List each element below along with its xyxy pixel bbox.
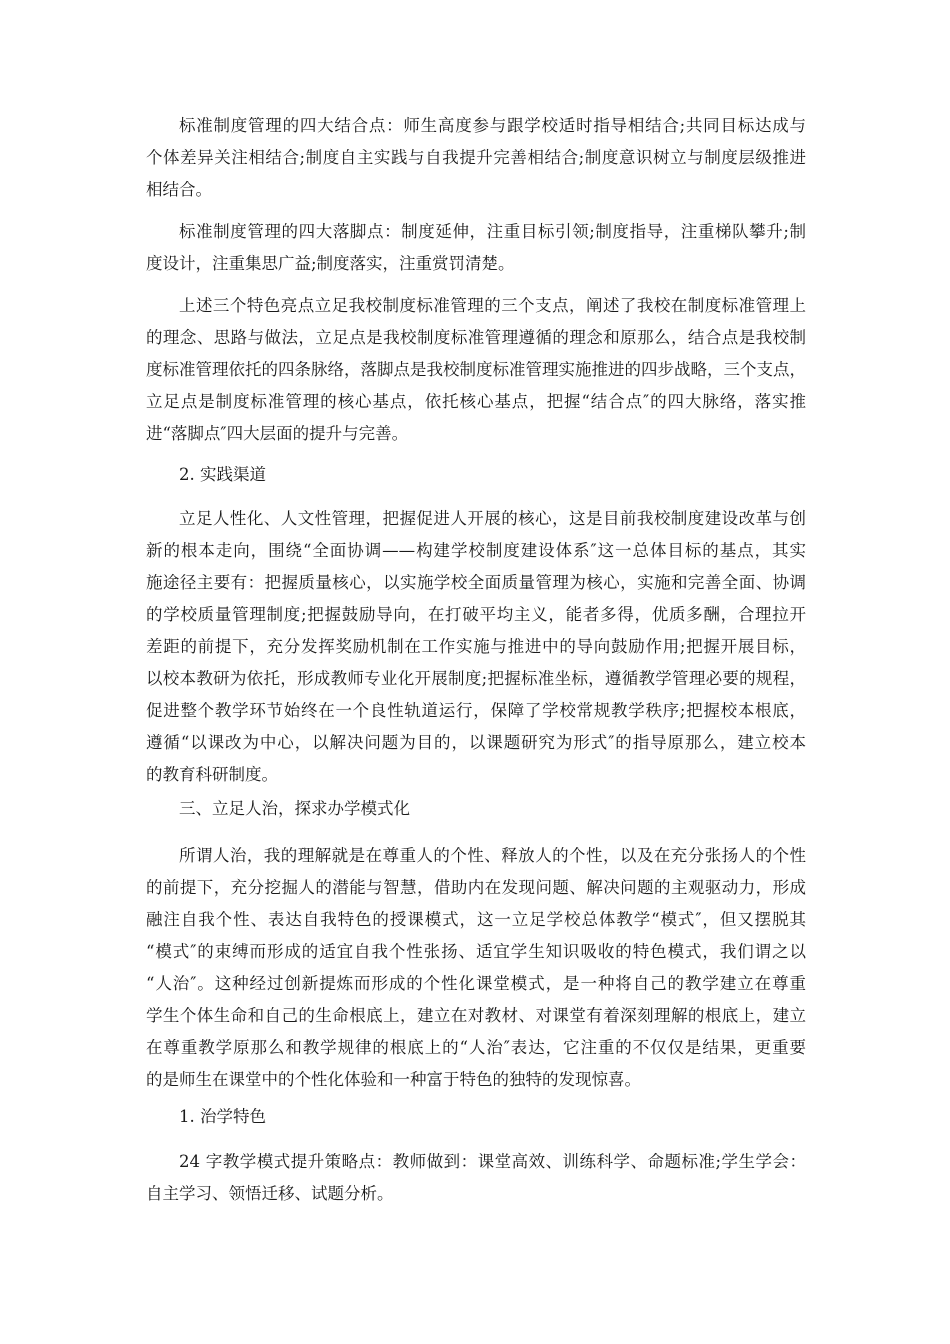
text-line: 个体差异关注相结合;制度自主实践与自我提升完善相结合;制度意识树立与制度层级推进 xyxy=(146,148,806,167)
section-heading-practice-channels: 2. 实践渠道 xyxy=(179,465,266,484)
text-line: 差距的前提下，充分发挥奖励机制在工作实施与推进中的导向鼓励作用;把握开展目标， xyxy=(146,637,806,656)
text-line: 促进整个教学环节始终在一个良性轨道运行，保障了学校常规教学秩序;把握校本根底， xyxy=(146,701,806,720)
text-line: 的教育科研制度。 xyxy=(146,765,278,784)
text-line: 融注自我个性、表达自我特色的授课模式，这一立足学校总体教学“模式″，但又摆脱其 xyxy=(146,910,806,929)
text-line: 在尊重教学原那么和教学规律的根底上的“人治″表达，它注重的不仅仅是结果，更重要 xyxy=(146,1038,806,1057)
text-line: 立足点是制度标准管理的核心基点，依托核心基点，把握“结合点″的四大脉络，落实推 xyxy=(146,392,806,411)
paragraph-foothold-points xyxy=(146,216,806,280)
text-line: 度设计，注重集思广益;制度落实，注重赏罚清楚。 xyxy=(146,254,515,273)
text-line: “人治″。这种经过创新提炼而形成的个性化课堂模式，是一种将自己的教学建立在尊重 xyxy=(146,974,806,993)
text-line: 新的根本走向，围绕“全面协调——构建学校制度建设体系″这一总体目标的基点，其实 xyxy=(146,541,806,560)
text-line: “模式″的束缚而形成的适宜自我个性张扬、适宜学生知识吸收的特色模式，我们谓之以 xyxy=(146,942,806,961)
text-line: 学生个体生命和自己的生命根底上，建立在对教材、对课堂有着深刻理解的根底上，建立 xyxy=(146,1006,806,1025)
text-line: 所谓人治，我的理解就是在尊重人的个性、释放人的个性，以及在充分张扬人的个性 xyxy=(179,846,806,865)
text-line: 标准制度管理的四大结合点：师生高度参与跟学校适时指导相结合;共同目标达成与 xyxy=(179,116,806,135)
text-line: 的学校质量管理制度;把握鼓励导向，在打破平均主义，能者多得，优质多酬，合理拉开 xyxy=(146,605,806,624)
paragraph-practice-channels xyxy=(146,503,806,791)
text-line: 以校本教研为依托，形成教师专业化开展制度;把握标准坐标，遵循教学管理必要的规程， xyxy=(146,669,806,688)
text-line: 的是师生在课堂中的个性化体验和一种富于特色的独特的发现惊喜。 xyxy=(146,1070,641,1089)
text-line: 施途径主要有：把握质量核心，以实施学校全面质量管理为核心，实施和完善全面、协调 xyxy=(146,573,806,592)
section-heading-teaching-features: 1. 治学特色 xyxy=(179,1107,266,1126)
text-line: 相结合。 xyxy=(146,180,212,199)
text-line: 立足人性化、人文性管理，把握促进人开展的核心，这是目前我校制度建设改革与创 xyxy=(179,509,806,528)
text-line: 遵循“以课改为中心，以解决问题为目的，以课题研究为形式″的指导原那么，建立校本 xyxy=(146,733,806,752)
text-line: 24 字教学模式提升策略点：教师做到：课堂高效、训练科学、命题标准;学生学会： xyxy=(179,1152,806,1171)
text-line: 标准制度管理的四大落脚点：制度延伸，注重目标引领;制度指导，注重梯队攀升;制 xyxy=(179,222,806,241)
text-line: 的理念、思路与做法，立足点是我校制度标准管理遵循的理念和原那么，结合点是我校制 xyxy=(146,328,806,347)
section-heading-rule-by-people: 三、立足人治，探求办学模式化 xyxy=(179,799,410,818)
text-line: 的前提下，充分挖掘人的潜能与智慧，借助内在发现问题、解决问题的主观驱动力，形成 xyxy=(146,878,806,897)
text-line: 上述三个特色亮点立足我校制度标准管理的三个支点，阐述了我校在制度标准管理上 xyxy=(179,296,806,315)
text-line: 进“落脚点″四大层面的提升与完善。 xyxy=(146,424,409,443)
paragraph-combination-points xyxy=(146,110,806,206)
paragraph-teaching-strategy xyxy=(146,1146,806,1210)
text-line: 度标准管理依托的四条脉络，落脚点是我校制度标准管理实施推进的四步战略，三个支点， xyxy=(146,360,806,379)
paragraph-three-pivots xyxy=(146,290,806,450)
text-line: 自主学习、领悟迁移、试题分析。 xyxy=(146,1184,394,1203)
paragraph-rule-by-people xyxy=(146,840,806,1096)
